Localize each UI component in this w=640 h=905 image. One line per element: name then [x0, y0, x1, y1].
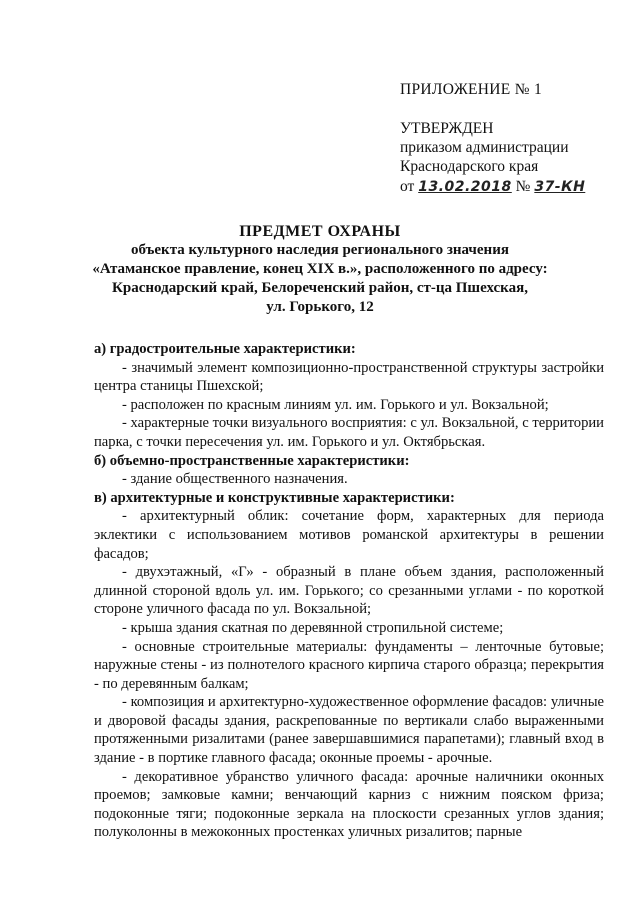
approval-order-line: приказом администрации	[400, 139, 569, 156]
title-line: Краснодарский край, Белореченский район, ст-ца Пшехская,	[112, 280, 528, 296]
handwritten-number: 37-КН	[534, 179, 586, 195]
section-heading-c: в) архитектурные и конструктивные характеристики:	[94, 489, 455, 506]
title-line: «Атаманское правление, конец XIX в.», расположенного по адресу:	[92, 261, 548, 277]
section-heading-a: а) градостроительные характеристики:	[94, 341, 356, 357]
section-heading-b: б) объемно-пространственные характеристики:	[94, 452, 410, 469]
list-item: - расположен по красным линиям ул. им. Горького и ул. Вокзальной;	[122, 396, 549, 413]
list-item: - архитектурный облик: сочетание форм, характерных для периода эклектики с использованием мотивов романской архитектуры в решении фасадов;	[94, 508, 604, 562]
list-item: - двухэтажный, «Г» - образный в плане объем здания, расположенный длинной стороной вдоль ул. им. Горького; со срезанными углами - по короткой стороне уличного фасада по ул. Вокзальной;	[94, 564, 604, 618]
approval-block	[400, 80, 620, 197]
list-item: - значимый элемент композиционно-пространственной структуры застройки центра станицы Пшехской;	[94, 359, 604, 395]
title-main: ПРЕДМЕТ ОХРАНЫ	[239, 223, 401, 240]
list-item: - декоративное убранство уличного фасада: арочные наличники оконных проемов; замковые камни; венчающий карниз с нижним пояском фриза; подоконные тяги; подоконные зеркала на плоскости срезанных углов здания; полуколонны в межоконных простенках уличных ризалитов; парные	[94, 768, 604, 841]
list-item: - композиция и архитектурно-художественное оформление фасадов: уличные и дворовой фасады здания, раскрепованные по вертикали слабо выраженными протяженными ризалитами (ранее завершавшимися парапетами); главный вход в здание - в портике главного фасада; оконные проемы - арочные.	[94, 694, 604, 767]
document-title	[60, 222, 580, 317]
handwritten-date: 13.02.2018	[418, 179, 512, 195]
date-prefix: от	[400, 178, 415, 195]
approval-region-line: Краснодарского края	[400, 158, 539, 175]
list-item: - характерные точки визуального восприятия: с ул. Вокзальной, с территории парка, с точки пересечения ул. им. Горького и ул. Октябрьская.	[94, 415, 604, 450]
document-body	[94, 340, 604, 842]
appendix-number: ПРИЛОЖЕНИЕ № 1	[400, 81, 543, 98]
list-item: - здание общественного назначения.	[122, 471, 348, 488]
approved-label: УТВЕРЖДЕН	[400, 120, 494, 137]
list-item: - основные строительные материалы: фундаменты – ленточные бутовые; наружные стены - из полнотелого красного кирпича старого образца; перекрытия - по деревянным балкам;	[94, 638, 604, 692]
number-prefix: №	[515, 178, 531, 195]
title-line: ул. Горького, 12	[266, 299, 374, 315]
title-line: объекта культурного наследия регионального значения	[131, 242, 509, 258]
list-item: - крыша здания скатная по деревянной стропильной системе;	[122, 619, 504, 636]
approval-date-line	[400, 177, 620, 197]
